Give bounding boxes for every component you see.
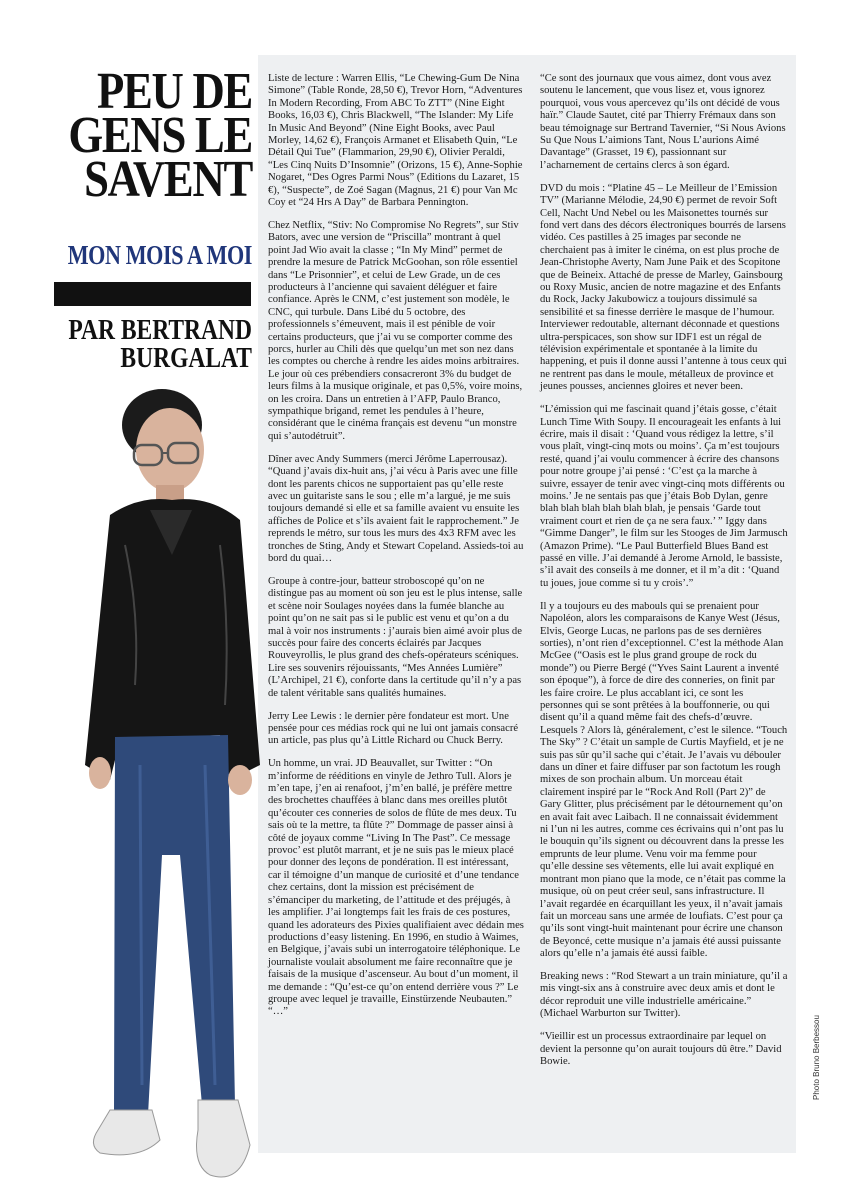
black-bar-divider (54, 282, 251, 306)
subheadline: MON MOIS A MOI (67, 240, 252, 270)
paragraph-jd-beauvallet: Un homme, un vrai. JD Beauvallet, sur Twitter : “On m’informe de rééditions en vinyle de Jethro Tull. Alors je m’en tape, j’en ai renafoot, j’m’en ballé, je préfère mettre des brochettes chauffées à blanc dans mes oreilles plutôt qu’écouter ces conneries de solos de flûte de mes deux. Tu sais où te la mettre, ta flûte ?” Dommage de passer ainsi à côté de joyaux comme “Living In The Past”. Ce message provoc’ est plutôt marrant, et je ne suis pas le mieux placé pour donner des leçons de pondération. Il est intéressant, car il témoigne d’un manque de curiosité et d’une tendance chez certains, dont la mission est précisément de s’émanciper du marketing, de l’attitude et des préjugés, à les amplifier. J’ai longtemps fait les frais de ces postures, quand les adorateurs des Pixies qualifiaient avec dédain mes productions d’easy listening. En 1996, en studio à Waimes, en Belgique, j’avais subi un interrogatoire téléphonique. Le journaliste voulait absolument me faire reconnaître que je faisais de la musique d’ascenseur. Au bout d’un moment, il me demande : “Qu’est-ce qu’on entend derrière vous ?” Le groupe avec lequel je travaille, Einstürzende Neubauten.” “…” (268, 758, 524, 1018)
paragraph-reading-list: Liste de lecture : Warren Ellis, “Le Chewing-Gum De Nina Simone” (Table Ronde, 28,50 €), Trevor Horn, “Adventures In Modern Recording, From ABC To ZTT” (Nine Eight Books, 16,03 €), Chris Blackwell, “The Islander: My Life In Music And Beyond” (Nine Eight Books, avec Paul Morley, 14,62 €), François Armanet et Elisabeth Quin, “Le Détail Qui Tue” (Flammarion, 29,90 €), Olivier Peraldi, “Les Cinq Nuits D’Insomnie” (Orizons, 15 €), Anne-Sophie Nogaret, “Des Ogres Parmi Nous” (Editions du Lazaret, 15 €), “Suspecte”, de Zoé Sagan (Magnus, 21 €) pour Van Mc Coy et “24 Hrs A Day” de Barbara Pennington. (268, 73, 523, 209)
paragraph-concert-lighting: Groupe à contre-jour, batteur stroboscopé qu’on ne distingue pas au moment où son jeu est le plus intense, salle et scène noir Soulages noyées dans la fumée blanche au point qu’on ne sait pas si le public est venu et qu’on a du mal à voir nos instruments : j’aurais bien aimé avoir plus de succès pour faire des concerts éclairés par Jacques Rouveyrollis, le plus grand des chefs-opérateurs scéniques. Lire ses souvenirs réjouissants, “Mes Années Lumière” (L’Archipel, 21 €), conforte dans la certitude qu’il n’y a pas de talent véritable sans qualités humaines. (268, 575, 523, 699)
paragraph-breaking-news: Breaking news : “Rod Stewart a un train miniature, qu’il a mis vingt-six ans à construire avec deux amis et dont le décor reproduit une ville industrielle américaine.” (Michael Warburton sur Twitter). (540, 971, 788, 1020)
photo-credit: Photo Bruno Berbessou (812, 1015, 821, 1100)
paragraph-iggy: “L’émission qui me fascinait quand j’étais gosse, c’était Lunch Time With Soupy. Il encourageait les enfants à lui écrire, mais il disait : ‘Quand vous rédigez la lettre, s’il vous plaît, vingt-cinq mots ou moins’. Ça m’est toujours resté, quand j’ai voulu commencer à écrire des chansons pour notre groupe j’ai pensé : ‘C’est ça la marche à suivre, essayer de tenir avec vingt-cinq mots différents ou moins.’ Je ne sentais pas que j’étais Bob Dylan, genre blah blah blah blah blah blah, je pensais ‘Garde tout vraiment court et rien de ça ne sera faux.’ ” Iggy dans “Gimme Danger”, le film sur les Stooges de Jim Jarmusch (Amazon Prime). “Le Paul Butterfield Blues Band est passé en ville. J’ai demandé à Jerome Arnold, le bassiste, s’il avait des conseils à me donner, et il m’a dit : ‘Quand tu joues, joue comme si tu y crois’.” (540, 404, 788, 589)
paragraph-kanye-west: Il y a toujours eu des mabouls qui se prenaient pour Napoléon, alors les comparaisons de Kanye West (Jésus, Elvis, George Lucas, ne parlons pas de ses dernières sorties), n’ont rien d’exceptionnel. C’est la méthode Alan McGee (“Oasis est le plus grand groupe de rock du monde”) ou Pierre Bergé (“Yves Saint Laurent a inventé son époque”), à force de dire des conneries, on finit par les faire croire. Le plus accablant ici, ce sont les personnes qui se sont prêtées à la bouffonnerie, ou qui disent qu’il a quand même fait des chefs-d’œuvre. Lesquels ? Alors là, généralement, c’est le silence. “Touch The Sky” ? C’était un sample de Curtis Mayfield, et je ne suis pas sûr qu’il sache qui c’était. Je l’avais vu débouler dans un dîner et faire diffuser par son factotum les rough mixes de son prochain album. Un morceau était clairement inspiré par le “Rock And Roll (Part 2)” de Gary Glitter, plus précisément par le détournement qu’on en avait fait avec Laibach. Il ne connaissait évidemment ni l’un ni les autres, comme ces écrivains qui n’ont pas lu le bouquin qu’ils signent ou découvrent dans la presse les emprunts de leur plume. Venu voir ma femme pour qu’elle dessine ses vêtements, elle lui avait expliqué en montrant mon piano que la mode, ce n’était pas comme la musique, où on peut créer seul, sans infrastructure. Il l’avait regardée en écarquillant les yeux, il n’avait jamais fait un morceau sans une armée de loufiats. C’est pour ça qu’ils sont vingt-huit maintenant pour écrire une chanson de Beyoncé, cette musique n’a jamais été aussi puissante alors qu’elle n’a jamais été aussi faible. (540, 600, 788, 960)
paragraph-bowie-quote: “Vieillir est un processus extraordinaire par lequel on devient la personne qu’on aurait toujours dû être.” David Bowie. (540, 1031, 782, 1067)
headline: PEU DE GENS LE SAVENT (68, 63, 253, 208)
byline: PAR BERTRAND BURGALAT (68, 315, 252, 374)
text-column-right (540, 73, 788, 1079)
paragraph-claude-sautet: “Ce sont des journaux que vous aimez, dont vous avez soutenu le lancement, que vous lisez et, vous ignorez pourquoi, vous vous apercevez qu’ils ont décidé de vous haïr.” Claude Sautet, cité par Thierry Frémaux dans son beau témoignage sur Bertrand Tavernier, “Si Nous Avions Su Que Nous L’aimions Tant, Nous L’aurions Aimé Davantage” (Grasset, 19 €), passionnant sur l’acharnement de certains clercs à son égard. (540, 73, 786, 171)
author-photo (80, 385, 270, 1190)
text-column-left (268, 73, 524, 1029)
paragraph-dvd-du-mois: DVD du mois : “Platine 45 – Le Meilleur de l’Emission TV” (Marianne Mélodie, 24,90 €) permet de revoir Soft Cell, Nacht Und Nebel ou les Maisonettes tournés sur fond vert dans des décors électroniques bourrés de larsens vidéo. Ces pastilles à 25 images par seconde ne cherchaient pas à imiter le cinéma, on est plus proche de Jean-Christophe Averty, Nam June Paik et des Scopitone que de Beineix. Attaché de presse de Marley, Gainsbourg ou Roxy Music, ancien de notre magazine et des Enfants du Rock, Jacky Jakubowicz a toujours dissimulé sa sensibilité et sa finesse derrière le masque de l’humour. Interviewer redoutable, alternant déconnade et questions ultra-perspicaces, son show sur IDF1 est un régal de télévision expérimentale et spontanée à la limite du happening, et puis il donne aussi l’antenne à tous ceux qui ne rentrent pas dans le moule, métalleux de province et jeunes pousses, anciennes gloires et never been. (540, 182, 787, 393)
paragraph-andy-summers: Dîner avec Andy Summers (merci Jérôme Laperrousaz). “Quand j’avais dix-huit ans, j’ai vécu à Paris avec une fille dont les parents chicos ne supportaient pas qu’elle reste avec un guitariste sans le sou ; elle m’a largué, je me suis toujours demandé si elle et sa famille avaient vu ensuite les affiches de Police et s’ils avaient fait le rapprochement.” Je reprends le métro, sur tous les murs des 4x3 RFM avec les tronches de Sting, Andy et Stewart Copeland. Assieds-toi au bord du quai… (268, 453, 524, 565)
paragraph-netflix: Chez Netflix, “Stiv: No Compromise No Regrets”, sur Stiv Bators, avec une version de “Priscilla” montrant à quel point Jad Wio avait la classe ; “In My Mind” permet de prendre la mesure de Patrick McGoohan, son rôle essentiel dans “Le Prisonnier”, et celui de Lew Grade, un de ces producteurs à l’ancienne qui savaient déléguer et faire confiance. Après le CNM, c’est justement son modèle, le CNC, qui turbule. Dans Libé du 5 octobre, des professionnels s’émeuvent, mais il est pénible de voir certains producteurs, que j’ai vu se comporter comme des porcs, hurler au Chili dès que quelqu’un met son nez dans les comptes ou cherche à rendre les aides moins arbitraires. Le jour où ces prébendiers consacreront 3% du budget de leurs films à la musique originale, et pas 0,5%, voire moins, on les croira. Dans un entretien à l’AFP, Paulo Branco, sympathique brigand, remet les pendules à l’heure, considérant que le cinéma français est devenu “un monstre qui s’autodétruit”. (268, 219, 523, 442)
paragraph-jerry-lee-lewis: Jerry Lee Lewis : le dernier père fondateur est mort. Une pensée pour ces médias rock qui ne lui ont jamais consacré un article, pas plus qu’à Little Richard ou Chuck Berry. (268, 710, 519, 747)
